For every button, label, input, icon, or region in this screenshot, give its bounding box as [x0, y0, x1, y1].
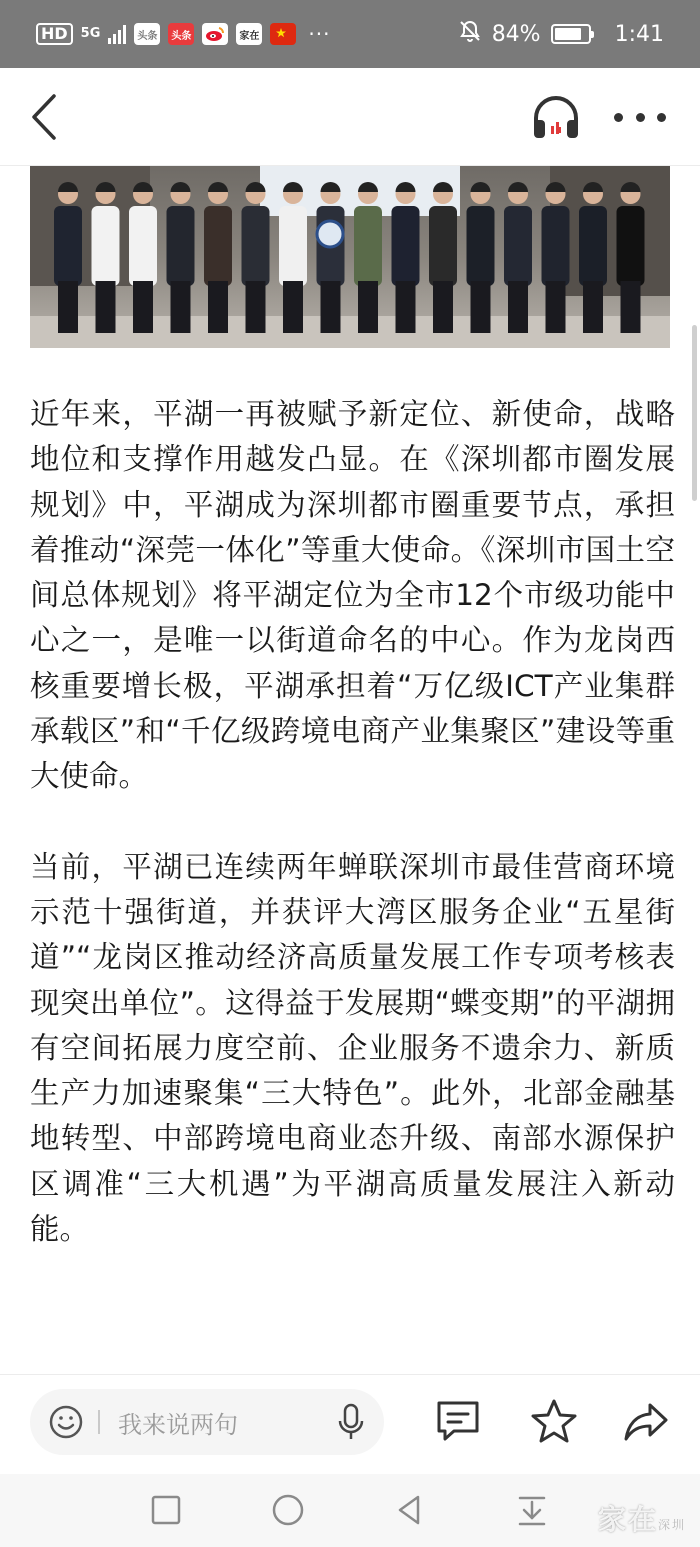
share-icon[interactable]	[622, 1397, 670, 1445]
headphones-icon	[530, 96, 582, 140]
watermark-logo: 家在	[598, 1503, 659, 1536]
notification-shade-icon[interactable]	[514, 1492, 550, 1528]
article-photo[interactable]	[30, 166, 670, 348]
input-divider	[98, 1410, 100, 1434]
comment-placeholder: 我来说两句	[118, 1410, 238, 1439]
listen-button[interactable]	[530, 96, 582, 140]
site-watermark	[598, 1498, 686, 1538]
home-icon[interactable]	[270, 1492, 306, 1528]
more-options-button[interactable]	[614, 102, 666, 132]
more-notifications: ···	[308, 22, 331, 46]
top-nav-bar	[0, 68, 700, 166]
weibo-app-icon	[202, 23, 228, 45]
group-photo-image	[30, 166, 670, 348]
article-paragraph: 近年来，平湖一再被赋予新定位、新使命，战略地位和支撑作用越发凸显。在《深圳都市圈发展规划》中，平湖成为深圳都市圈重要节点，承担着推动“深莞一体化”等重大使命。《深圳市国土空间总体规划》将平湖定位为全市12个市级功能中心之一，是唯一以街道命名的中心。作为龙岗西核重要增长极，平湖承担着“万亿级ICT产业集群承载区”和“千亿级跨境电商产业集聚区”建设等重大使命。	[30, 397, 675, 794]
dot-icon	[657, 113, 666, 122]
comment-bar	[0, 1374, 700, 1474]
signal-icon	[108, 24, 126, 44]
article-body	[30, 392, 675, 1252]
watermark-sub: 深圳	[658, 1518, 687, 1532]
microphone-icon[interactable]	[336, 1403, 366, 1441]
network-type: 5G	[80, 26, 101, 41]
recent-apps-icon[interactable]	[148, 1492, 184, 1528]
back-button[interactable]	[24, 92, 68, 142]
emoji-icon[interactable]	[48, 1404, 84, 1440]
jiazai-app-icon: 家在	[236, 23, 262, 45]
dot-icon	[636, 113, 645, 122]
battery-percent: 84%	[491, 21, 541, 47]
article-paragraph: 当前，平湖已连续两年蝉联深圳市最佳营商环境示范十强街道，并获评大湾区服务企业“五星街道”“龙岗区推动经济高质量发展工作专项考核表现突出单位”。这得益于发展期“蝶变期”的平湖拥有空间拓展力度空前、企业服务不遗余力、新质生产力加速聚集“三大特色”。此外，北部金融基地转型、中部跨境电商业态升级、南部水源保护区调准“三大机遇”为平湖高质量发展注入新动能。	[30, 849, 675, 1247]
scrollbar[interactable]	[692, 325, 697, 501]
comment-input[interactable]	[30, 1389, 384, 1455]
status-bar	[0, 0, 700, 68]
toutiao-app-icon: 头条	[134, 23, 160, 45]
clock: 1:41	[614, 21, 664, 47]
dot-icon	[614, 113, 623, 122]
battery-icon	[551, 24, 591, 44]
china-flag-icon	[270, 23, 296, 45]
hd-badge: HD	[36, 23, 73, 45]
comment-icon[interactable]	[434, 1397, 482, 1445]
mute-icon	[458, 19, 482, 49]
back-triangle-icon[interactable]	[392, 1492, 428, 1528]
favorite-star-icon[interactable]	[530, 1397, 578, 1445]
chevron-left-icon	[24, 92, 68, 142]
toutiao-red-app-icon: 头条	[168, 23, 194, 45]
system-navigation-bar	[0, 1474, 700, 1547]
